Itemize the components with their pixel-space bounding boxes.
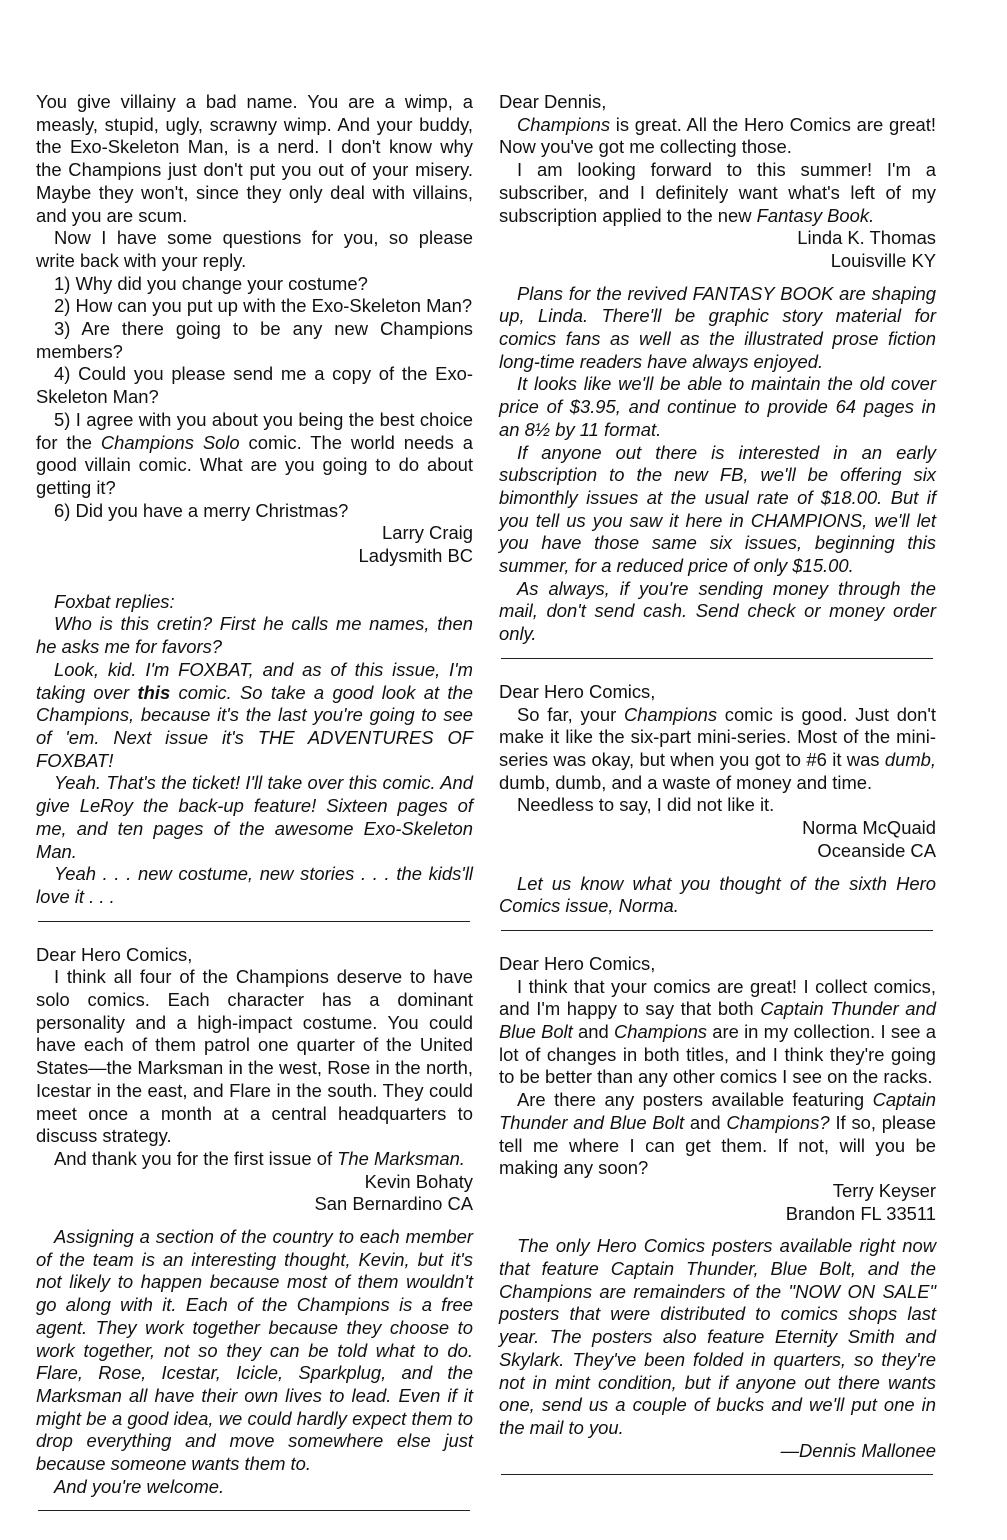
- signature-place: San Bernardino CA: [314, 1193, 473, 1215]
- letter-kevin-bohaty: [36, 944, 473, 1216]
- signature-name: Linda K. Thomas: [797, 227, 936, 249]
- reply-paragraph: And you're welcome.: [54, 1475, 225, 1497]
- reply-paragraph: Yeah . . . new costume, new stories . . . the kids'll love it . . .: [36, 863, 473, 907]
- letter-paragraph: Champions is great. All the Hero Comics are great! Now you've got me collecting those.: [499, 113, 936, 158]
- editor-signature: —Dennis Mallonee: [780, 1439, 936, 1461]
- reply-paragraph: The only Hero Comics posters available right now that feature Captain Thunder, Blue Bolt, and the Champions are remainders of the "NOW ON SALE" posters that were distributed to comics shops last year. The posters also feature Eternity Smith and Skylark. They've been folded in quarters, so they're not in mint condition, but if anyone out there wants one, send us a couple of bucks and we'll put one in the mail to you.: [499, 1235, 936, 1438]
- letter-paragraph: I think all four of the Champions deserve to have solo comics. Each character has a dominant personality and a high-impact costume. You could have each of them patrol one quarter of the United States—the Marksman in the west, Rose in the north, Icestar in the east, and Flare in the south. They could meet once a month at a central headquarters to discuss strategy.: [36, 966, 473, 1147]
- letter-paragraph: Are there any posters available featuring Captain Thunder and Blue Bolt and Champions? If so, please tell me where I can get them. If not, will you be making any soon?: [499, 1089, 936, 1179]
- signature: [36, 522, 473, 567]
- question-3: 3) Are there going to be any new Champions members?: [36, 318, 473, 362]
- signature-name: Kevin Bohaty: [364, 1170, 473, 1192]
- letter-linda-thomas: [499, 91, 936, 273]
- letter-paragraph: So far, your Champions comic is good. Just don't make it like the six-part mini-series. Most of the mini-series was okay, but when you got to #6 it was dumb, dumb, dumb, and a waste of money and time.: [499, 703, 936, 793]
- letter-larry-craig: [36, 91, 473, 568]
- letter-paragraph: And thank you for the first issue of The Marksman.: [54, 1147, 465, 1169]
- signature-name: Larry Craig: [382, 522, 473, 544]
- reply-paragraph: Plans for the revived FANTASY BOOK are shaping up, Linda. There'll be graphic story material for comics fans as well as the illustrated prose fiction long-time readers have always enjoyed.: [499, 282, 936, 372]
- reply-paragraph: As always, if you're sending money through the mail, don't send cash. Send check or money order only.: [499, 577, 936, 645]
- letter-paragraph: Needless to say, I did not like it.: [517, 794, 775, 816]
- reply-foxbat: [36, 591, 473, 909]
- reply-linda: [499, 283, 936, 646]
- salutation: Dear Hero Comics,: [36, 943, 193, 965]
- letter-paragraph: Now I have some questions for you, so please write back with your reply.: [36, 227, 473, 271]
- question-2: 2) How can you put up with the Exo-Skeleton Man?: [54, 295, 473, 317]
- section-divider: [38, 1510, 470, 1511]
- reply-paragraph: Look, kid. I'm FOXBAT, and as of this issue, I'm taking over this comic. So take a good look at the Champions, because it's the last you're going to see of 'em. Next issue it's THE ADVENTURES OF FOXBAT!: [36, 658, 474, 771]
- reply-paragraph: If anyone out there is interested in an early subscription to the new FB, we'll be offering six bimonthly issues at the usual rate of $18.00. But if you tell us you saw it here in CHAMPIONS, we'll let you have those same six issues, beginning this summer, for a reduced price of only $15.00.: [499, 441, 936, 577]
- salutation: Dear Hero Comics,: [499, 952, 656, 974]
- reply-kevin: [36, 1226, 473, 1498]
- letter-paragraph: You give villainy a bad name. You are a wimp, a measly, stupid, ugly, scrawny wimp. And your buddy, the Exo-Skeleton Man, is a nerd. I don't know why the Champions just don't put you out of your misery. Maybe they won't, since they only deal with villains, and you are scum.: [36, 91, 473, 226]
- section-divider: [501, 1474, 933, 1475]
- question-6: 6) Did you have a merry Christmas?: [54, 499, 349, 521]
- signature: [499, 817, 936, 862]
- section-divider: [38, 921, 470, 922]
- question-5: 5) I agree with you about you being the best choice for the Champions Solo comic. The world needs a good villain comic. What are you going to do about getting it?: [36, 408, 473, 498]
- signature-place: Ladysmith BC: [358, 545, 473, 567]
- signature-place: Brandon FL 33511: [785, 1202, 936, 1224]
- reply-paragraph: Yeah. That's the ticket! I'll take over this comic. And give LeRoy the back-up feature! Sixteen pages of me, and ten pages of the awesome Exo-Skeleton Man.: [36, 772, 473, 862]
- right-column: [499, 91, 936, 1497]
- letter-paragraph: I think that your comics are great! I collect comics, and I'm happy to say that both Captain Thunder and Blue Bolt and Champions are in my collection. I see a lot of changes in both titles, and I think they're going to be better than any other comics I see on the racks.: [499, 975, 936, 1088]
- reply-terry: [499, 1235, 936, 1462]
- signature-place: Oceanside CA: [817, 839, 936, 861]
- letter-norma-mcquaid: [499, 681, 936, 863]
- signature-name: Norma McQuaid: [802, 817, 936, 839]
- signature: [499, 227, 936, 272]
- reply-paragraph: It looks like we'll be able to maintain the old cover price of $3.95, and continue to provide 64 pages in an 8½ by 11 format.: [499, 373, 936, 440]
- section-divider: [501, 930, 933, 931]
- letter-terry-keyser: [499, 953, 936, 1225]
- salutation: Dear Dennis,: [499, 91, 607, 112]
- reply-paragraph: Let us know what you thought of the sixth Hero Comics issue, Norma.: [499, 872, 936, 917]
- signature-name: Terry Keyser: [832, 1179, 936, 1201]
- salutation: Dear Hero Comics,: [499, 680, 656, 702]
- left-column: [36, 91, 473, 1533]
- signature: [36, 1171, 473, 1216]
- reply-paragraph: Assigning a section of the country to each member of the team is an interesting thought, Kevin, but it's not likely to happen because most of them wouldn't go along with it. Each of the Champions is a free agent. They work together because they choose to work together, not so they can be told what to do. Flare, Rose, Icestar, Icicle, Sparkplug, and the Marksman all have their own lives to lead. Even if it might be a good idea, we could hardly expect them to drop everything and move somewhere else just because someone wants them to.: [36, 1226, 473, 1475]
- section-divider: [501, 658, 933, 659]
- letter-paragraph: I am looking forward to this summer! I'm a subscriber, and I definitely want what's left of my subscription applied to the new Fantasy Book.: [499, 159, 936, 226]
- reply-paragraph: Who is this cretin? First he calls me names, then he asks me for favors?: [36, 613, 473, 658]
- signature: [499, 1180, 936, 1225]
- question-1: 1) Why did you change your costume?: [54, 272, 368, 294]
- signature-place: Louisville KY: [830, 249, 936, 271]
- reply-intro: Foxbat replies:: [54, 590, 175, 612]
- reply-norma: [499, 873, 936, 918]
- question-4: 4) Could you please send me a copy of the Exo-Skeleton Man?: [36, 363, 473, 408]
